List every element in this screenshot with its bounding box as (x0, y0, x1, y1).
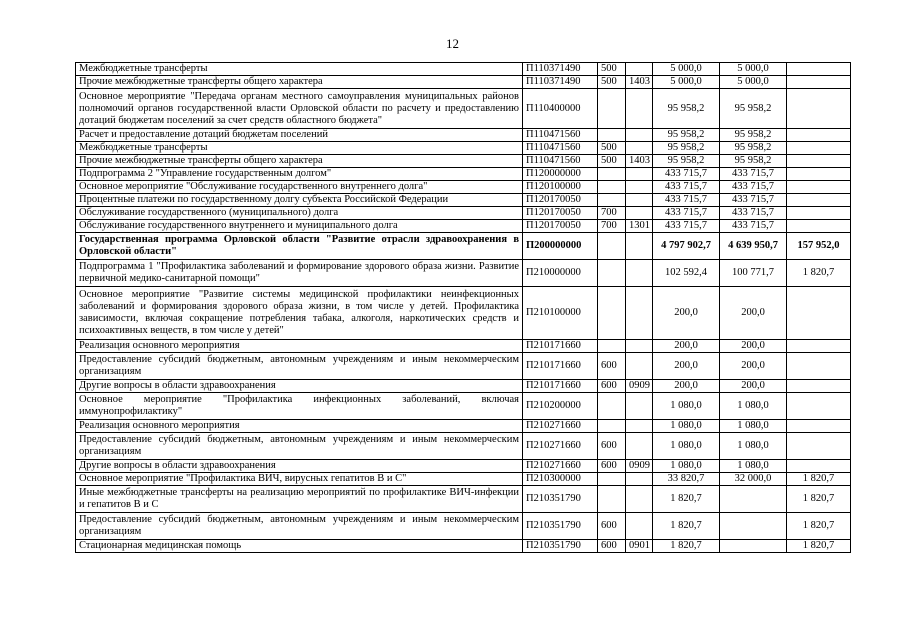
item-name-cell: Прочие межбюджетные трансферты общего характера (76, 76, 523, 89)
item-name-cell: Основное мероприятие "Профилактика ВИЧ, вирусных гепатитов В и С" (76, 473, 523, 486)
federal-funds-cell (787, 340, 851, 353)
section-cell (626, 181, 653, 194)
target-code-cell: П110471560 (523, 142, 598, 155)
regional-funds-cell: 433 715,7 (720, 194, 787, 207)
total-amount-cell: 95 958,2 (653, 142, 720, 155)
section-cell (626, 129, 653, 142)
section-cell (626, 340, 653, 353)
item-name-cell: Основное мероприятие "Развитие системы медицинской профилактики неинфекционных заболеваний и формирования здорового образа жизни, в том числе у детей. Профилактика зависимости, включая сокращение потребления табака, алкоголя, наркотических средств и психоактивных веществ, в том числе у детей" (76, 287, 523, 340)
expense-type-cell: 600 (598, 433, 626, 460)
regional-funds-cell: 200,0 (720, 380, 787, 393)
regional-funds-cell: 433 715,7 (720, 207, 787, 220)
expense-type-cell: 600 (598, 460, 626, 473)
total-amount-cell: 95 958,2 (653, 89, 720, 129)
expense-type-cell: 600 (598, 513, 626, 540)
target-code-cell: П120000000 (523, 168, 598, 181)
section-cell: 1301 (626, 220, 653, 233)
regional-funds-cell (720, 513, 787, 540)
federal-funds-cell (787, 287, 851, 340)
federal-funds-cell: 157 952,0 (787, 233, 851, 260)
regional-funds-cell: 433 715,7 (720, 168, 787, 181)
total-amount-cell: 1 820,7 (653, 513, 720, 540)
total-amount-cell: 33 820,7 (653, 473, 720, 486)
section-cell (626, 63, 653, 76)
expense-type-cell: 500 (598, 76, 626, 89)
item-name-cell: Обслуживание государственного (муниципального) долга (76, 207, 523, 220)
target-code-cell: П210171660 (523, 340, 598, 353)
expense-type-cell (598, 129, 626, 142)
total-amount-cell: 1 820,7 (653, 486, 720, 513)
table-row (76, 220, 851, 233)
regional-funds-cell: 100 771,7 (720, 260, 787, 287)
item-name-cell: Основное мероприятие "Профилактика инфекционных заболеваний, включая иммунопрофилактику" (76, 393, 523, 420)
item-name-cell: Основное мероприятие "Передача органам местного самоуправления муниципальных районов полномочий органов государственной власти Орловской области по расчету и предоставлению дотаций бюджетам поселений за счет средств областного бюджета" (76, 89, 523, 129)
total-amount-cell: 95 958,2 (653, 129, 720, 142)
regional-funds-cell: 200,0 (720, 353, 787, 380)
item-name-cell: Иные межбюджетные трансферты на реализацию мероприятий по профилактике ВИЧ-инфекции и гепатитов В и С (76, 486, 523, 513)
total-amount-cell: 1 080,0 (653, 420, 720, 433)
federal-funds-cell (787, 194, 851, 207)
regional-funds-cell: 32 000,0 (720, 473, 787, 486)
target-code-cell: П210100000 (523, 287, 598, 340)
target-code-cell: П210271660 (523, 433, 598, 460)
total-amount-cell: 1 080,0 (653, 460, 720, 473)
item-name-cell: Реализация основного мероприятия (76, 420, 523, 433)
expense-type-cell (598, 168, 626, 181)
expense-type-cell (598, 420, 626, 433)
regional-funds-cell: 433 715,7 (720, 220, 787, 233)
total-amount-cell: 433 715,7 (653, 168, 720, 181)
expense-type-cell: 600 (598, 380, 626, 393)
table-row (76, 89, 851, 129)
item-name-cell: Обслуживание государственного внутреннего и муниципального долга (76, 220, 523, 233)
regional-funds-cell: 200,0 (720, 287, 787, 340)
expense-type-cell (598, 473, 626, 486)
section-cell (626, 89, 653, 129)
item-name-cell: Предоставление субсидий бюджетным, автономным учреждениям и иным некоммерческим организациям (76, 433, 523, 460)
expense-type-cell: 600 (598, 540, 626, 553)
regional-funds-cell: 1 080,0 (720, 393, 787, 420)
table-row (76, 460, 851, 473)
table-row (76, 433, 851, 460)
section-cell: 0909 (626, 460, 653, 473)
federal-funds-cell (787, 129, 851, 142)
section-cell: 0909 (626, 380, 653, 393)
table-row (76, 540, 851, 553)
expense-type-cell: 500 (598, 155, 626, 168)
expense-type-cell (598, 181, 626, 194)
regional-funds-cell: 95 958,2 (720, 155, 787, 168)
target-code-cell: П210351790 (523, 540, 598, 553)
section-cell: 0901 (626, 540, 653, 553)
regional-funds-cell: 4 639 950,7 (720, 233, 787, 260)
target-code-cell: П110400000 (523, 89, 598, 129)
federal-funds-cell: 1 820,7 (787, 260, 851, 287)
table-row (76, 260, 851, 287)
target-code-cell: П120170050 (523, 207, 598, 220)
total-amount-cell: 5 000,0 (653, 63, 720, 76)
federal-funds-cell (787, 353, 851, 380)
target-code-cell: П210000000 (523, 260, 598, 287)
section-cell (626, 168, 653, 181)
total-amount-cell: 433 715,7 (653, 181, 720, 194)
target-code-cell: П120100000 (523, 181, 598, 194)
total-amount-cell: 200,0 (653, 340, 720, 353)
budget-table (75, 62, 851, 553)
total-amount-cell: 5 000,0 (653, 76, 720, 89)
item-name-cell: Прочие межбюджетные трансферты общего характера (76, 155, 523, 168)
federal-funds-cell (787, 433, 851, 460)
budget-table-body (76, 63, 851, 553)
expense-type-cell (598, 340, 626, 353)
federal-funds-cell (787, 89, 851, 129)
total-amount-cell: 102 592,4 (653, 260, 720, 287)
federal-funds-cell (787, 155, 851, 168)
total-amount-cell: 200,0 (653, 380, 720, 393)
expense-type-cell: 500 (598, 63, 626, 76)
table-row (76, 380, 851, 393)
section-cell (626, 207, 653, 220)
total-amount-cell: 200,0 (653, 353, 720, 380)
target-code-cell: П210271660 (523, 460, 598, 473)
table-row (76, 340, 851, 353)
federal-funds-cell (787, 168, 851, 181)
section-cell (626, 393, 653, 420)
regional-funds-cell: 95 958,2 (720, 129, 787, 142)
page-number: 12 (446, 36, 459, 51)
expense-type-cell (598, 393, 626, 420)
target-code-cell: П110471560 (523, 129, 598, 142)
expense-type-cell (598, 260, 626, 287)
item-name-cell: Предоставление субсидий бюджетным, автономным учреждениям и иным некоммерческим организациям (76, 353, 523, 380)
table-row (76, 129, 851, 142)
item-name-cell: Межбюджетные трансферты (76, 63, 523, 76)
total-amount-cell: 200,0 (653, 287, 720, 340)
federal-funds-cell (787, 142, 851, 155)
regional-funds-cell: 5 000,0 (720, 63, 787, 76)
item-name-cell: Государственная программа Орловской области "Развитие отрасли здравоохранения в Орловской области" (76, 233, 523, 260)
section-cell (626, 433, 653, 460)
target-code-cell: П210271660 (523, 420, 598, 433)
table-row (76, 393, 851, 420)
table-row (76, 353, 851, 380)
federal-funds-cell: 1 820,7 (787, 513, 851, 540)
federal-funds-cell (787, 393, 851, 420)
target-code-cell: П210171660 (523, 380, 598, 393)
section-cell (626, 194, 653, 207)
federal-funds-cell: 1 820,7 (787, 540, 851, 553)
federal-funds-cell (787, 76, 851, 89)
expense-type-cell (598, 287, 626, 340)
total-amount-cell: 433 715,7 (653, 194, 720, 207)
regional-funds-cell (720, 486, 787, 513)
target-code-cell: П120170050 (523, 194, 598, 207)
section-cell (626, 473, 653, 486)
federal-funds-cell (787, 63, 851, 76)
target-code-cell: П110371490 (523, 76, 598, 89)
target-code-cell: П110471560 (523, 155, 598, 168)
federal-funds-cell (787, 380, 851, 393)
total-amount-cell: 433 715,7 (653, 220, 720, 233)
table-row (76, 155, 851, 168)
table-row (76, 76, 851, 89)
regional-funds-cell: 95 958,2 (720, 89, 787, 129)
regional-funds-cell: 1 080,0 (720, 460, 787, 473)
table-row (76, 142, 851, 155)
federal-funds-cell (787, 207, 851, 220)
table-row (76, 486, 851, 513)
federal-funds-cell (787, 460, 851, 473)
total-amount-cell: 1 080,0 (653, 433, 720, 460)
target-code-cell: П210300000 (523, 473, 598, 486)
section-cell: 1403 (626, 155, 653, 168)
regional-funds-cell: 200,0 (720, 340, 787, 353)
section-cell (626, 142, 653, 155)
table-row (76, 420, 851, 433)
item-name-cell: Подпрограмма 2 "Управление государственным долгом" (76, 168, 523, 181)
federal-funds-cell (787, 420, 851, 433)
item-name-cell: Процентные платежи по государственному долгу субъекта Российской Федерации (76, 194, 523, 207)
target-code-cell: П210171660 (523, 353, 598, 380)
item-name-cell: Другие вопросы в области здравоохранения (76, 460, 523, 473)
regional-funds-cell: 433 715,7 (720, 181, 787, 194)
section-cell (626, 486, 653, 513)
table-row (76, 233, 851, 260)
expense-type-cell: 600 (598, 353, 626, 380)
table-row (76, 194, 851, 207)
item-name-cell: Стационарная медицинская помощь (76, 540, 523, 553)
expense-type-cell: 500 (598, 142, 626, 155)
section-cell (626, 287, 653, 340)
item-name-cell: Основное мероприятие "Обслуживание государственного внутреннего долга" (76, 181, 523, 194)
expense-type-cell: 700 (598, 220, 626, 233)
target-code-cell: П210200000 (523, 393, 598, 420)
regional-funds-cell: 1 080,0 (720, 433, 787, 460)
regional-funds-cell: 1 080,0 (720, 420, 787, 433)
target-code-cell: П120170050 (523, 220, 598, 233)
table-row (76, 181, 851, 194)
target-code-cell: П110371490 (523, 63, 598, 76)
federal-funds-cell: 1 820,7 (787, 486, 851, 513)
total-amount-cell: 4 797 902,7 (653, 233, 720, 260)
regional-funds-cell (720, 540, 787, 553)
section-cell (626, 260, 653, 287)
item-name-cell: Межбюджетные трансферты (76, 142, 523, 155)
federal-funds-cell (787, 181, 851, 194)
expense-type-cell (598, 194, 626, 207)
target-code-cell: П210351790 (523, 486, 598, 513)
federal-funds-cell: 1 820,7 (787, 473, 851, 486)
table-row (76, 287, 851, 340)
regional-funds-cell: 5 000,0 (720, 76, 787, 89)
expense-type-cell (598, 89, 626, 129)
section-cell: 1403 (626, 76, 653, 89)
total-amount-cell: 95 958,2 (653, 155, 720, 168)
table-row (76, 168, 851, 181)
section-cell (626, 233, 653, 260)
item-name-cell: Подпрограмма 1 "Профилактика заболеваний и формирование здорового образа жизни. Развитие первичной медико-санитарной помощи" (76, 260, 523, 287)
item-name-cell: Другие вопросы в области здравоохранения (76, 380, 523, 393)
section-cell (626, 420, 653, 433)
table-row (76, 63, 851, 76)
target-code-cell: П210351790 (523, 513, 598, 540)
table-row (76, 513, 851, 540)
table-row (76, 473, 851, 486)
expense-type-cell (598, 486, 626, 513)
total-amount-cell: 1 080,0 (653, 393, 720, 420)
expense-type-cell (598, 233, 626, 260)
item-name-cell: Предоставление субсидий бюджетным, автономным учреждениям и иным некоммерческим организациям (76, 513, 523, 540)
table-row (76, 207, 851, 220)
total-amount-cell: 1 820,7 (653, 540, 720, 553)
section-cell (626, 353, 653, 380)
regional-funds-cell: 95 958,2 (720, 142, 787, 155)
section-cell (626, 513, 653, 540)
item-name-cell: Реализация основного мероприятия (76, 340, 523, 353)
item-name-cell: Расчет и предоставление дотаций бюджетам поселений (76, 129, 523, 142)
total-amount-cell: 433 715,7 (653, 207, 720, 220)
target-code-cell: П200000000 (523, 233, 598, 260)
federal-funds-cell (787, 220, 851, 233)
expense-type-cell: 700 (598, 207, 626, 220)
